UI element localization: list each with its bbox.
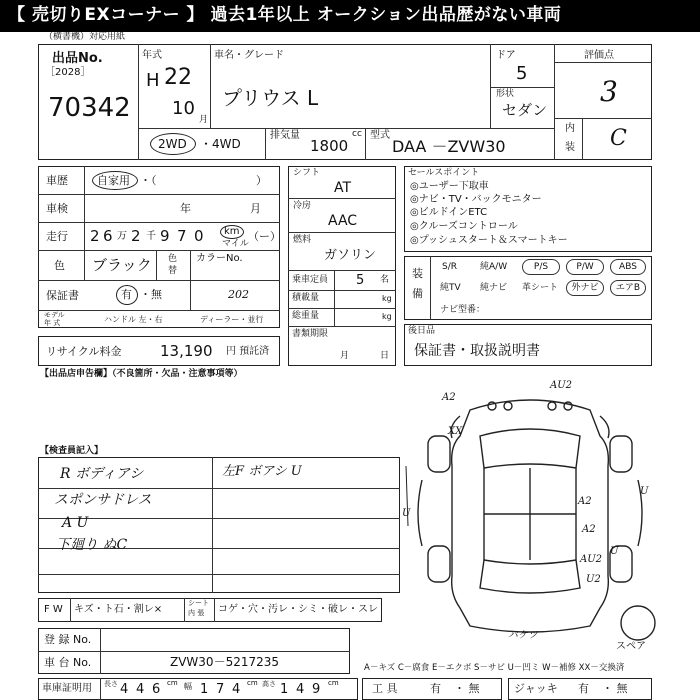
equip-leather: 革シート bbox=[522, 283, 559, 293]
damage-legend: A－キズ C－腐食 E－エクボ S－サビ U－凹ミ W－補修 XX－交換済 bbox=[364, 663, 625, 673]
sales-point-3: ◎ビルドインETC bbox=[410, 207, 488, 218]
shape-label: 形状 bbox=[496, 89, 515, 99]
interior-label-2: 装 bbox=[565, 142, 575, 153]
warranty-label: 保証書 bbox=[46, 289, 79, 302]
height-label: 高さ bbox=[262, 680, 276, 688]
ac-value: AAC bbox=[328, 213, 358, 229]
tools-yes: 有 bbox=[430, 682, 441, 695]
length-d1: 4 bbox=[136, 682, 145, 697]
mileage-paren: （ー） bbox=[248, 230, 281, 243]
record-month: 月 bbox=[340, 351, 350, 361]
warranty-yes: 有 bbox=[121, 288, 132, 301]
form-note: （横書機）対応用紙 bbox=[44, 32, 126, 42]
mileage-sen: 千 bbox=[146, 231, 156, 242]
width-d1: 7 bbox=[216, 682, 225, 697]
length-label: 長さ bbox=[104, 680, 118, 688]
recycle-value: 13,190 bbox=[160, 342, 213, 360]
sales-point-5: ◎プッシュスタート＆スマートキー bbox=[410, 235, 568, 246]
mark-rear-right: U2 bbox=[586, 574, 601, 585]
doors-value: 5 bbox=[516, 63, 528, 84]
mileage-d3: 2 bbox=[131, 227, 141, 245]
lot-label: 出品No. bbox=[52, 51, 103, 66]
reg-no-label: 登 録 No. bbox=[44, 633, 92, 646]
capacity-label: 乗車定員 bbox=[292, 275, 329, 285]
width-d2: 4 bbox=[232, 682, 241, 697]
capacity-unit: 名 bbox=[380, 275, 390, 285]
chassis-label: 車 台 No. bbox=[44, 656, 92, 669]
reg-rest: ・（ bbox=[140, 174, 157, 187]
seat-text: コゲ・穴・汚レ・シミ・破レ・スレ bbox=[218, 604, 378, 615]
record-label: 書類期限 bbox=[292, 329, 329, 339]
interior-label-1: 内 bbox=[565, 123, 575, 134]
fuel-value: ガソリン bbox=[324, 248, 377, 263]
fuel-label: 燃料 bbox=[293, 235, 312, 245]
chassis-value: ZVW30－5217235 bbox=[170, 655, 280, 669]
shape-value: セダン bbox=[502, 101, 548, 119]
inspector-label: 【検査員記入】 bbox=[40, 446, 104, 456]
width-label: 幅 bbox=[184, 682, 192, 691]
drive-2wd: 2WD bbox=[158, 137, 187, 151]
inspector-line-1: R ボディアシ bbox=[60, 466, 144, 482]
cc-unit: cc bbox=[352, 129, 362, 139]
height-d1: 4 bbox=[296, 682, 305, 697]
color-no-label: カラーNo. bbox=[196, 253, 243, 264]
mark-right-door-2: A2 bbox=[582, 524, 596, 535]
ac-label: 冷房 bbox=[293, 201, 312, 211]
inspector-right-note: 左F ボアシ U bbox=[222, 464, 302, 479]
color-no-value: 202 bbox=[228, 288, 249, 301]
fw-label: F W bbox=[44, 604, 63, 615]
recycle-label: リサイクル料金 bbox=[46, 345, 122, 358]
equipment-label-1: 装 bbox=[412, 267, 423, 280]
month-unit: 月 bbox=[199, 115, 209, 125]
equip-ext-navi: 外ナビ bbox=[566, 280, 604, 296]
mileage-d5: 9 bbox=[160, 227, 170, 245]
jack-no: ・ 無 bbox=[602, 682, 628, 695]
shift-value: AT bbox=[334, 180, 352, 196]
type-value: DAA －ZVW30 bbox=[392, 137, 506, 156]
model-type-label-2: 年 式 bbox=[44, 319, 61, 327]
banner-text: 【 売切りEXコーナー 】 過去1年以上 オークション出品歴がない車両 bbox=[8, 5, 562, 25]
mileage-d0: 2 bbox=[90, 227, 100, 245]
model-value: プリウス L bbox=[222, 86, 319, 110]
mark-front-left: A2 bbox=[442, 392, 456, 403]
height-cm: cm bbox=[328, 679, 339, 687]
record-day: 日 bbox=[380, 351, 390, 361]
month-value: 10 bbox=[172, 98, 195, 119]
year-label: 年式 bbox=[142, 50, 162, 61]
reg-value: 自家用 bbox=[97, 174, 130, 187]
tools-no: ・ 無 bbox=[454, 682, 480, 695]
mileage-km: km bbox=[224, 226, 240, 237]
jack-label: ジャッキ bbox=[514, 682, 558, 695]
year-value: 22 bbox=[164, 65, 192, 90]
car-damage-diagram bbox=[400, 376, 660, 646]
color-label: 色 bbox=[54, 259, 65, 272]
mark-right-quarter: U bbox=[610, 546, 619, 557]
inspection-year: 年 bbox=[180, 202, 191, 215]
displacement-value: 1800 bbox=[310, 137, 349, 155]
color-value: ブラック bbox=[92, 256, 152, 274]
sales-point-4: ◎クルーズコントロール bbox=[410, 221, 518, 232]
era: H bbox=[146, 70, 160, 91]
length-cm: cm bbox=[167, 679, 178, 687]
reg-close: ） bbox=[256, 174, 267, 187]
later-items-value: 保証書・取扱説明書 bbox=[414, 343, 540, 359]
length-d0: 4 bbox=[120, 682, 129, 697]
reg-label: 車歴 bbox=[46, 174, 68, 187]
equip-airbag: エアB bbox=[610, 280, 646, 296]
color-change-1: 色 bbox=[168, 254, 178, 264]
weight-label: 総重量 bbox=[292, 311, 320, 321]
mileage-d1: 6 bbox=[103, 227, 113, 245]
mileage-d7: 0 bbox=[194, 227, 204, 245]
seat-label-2: 内 張 bbox=[188, 609, 205, 617]
mark-right-rear: AU2 bbox=[580, 554, 603, 565]
displacement-label: 排気量 bbox=[270, 130, 300, 141]
later-items-label: 後日品 bbox=[408, 326, 436, 336]
declaration-label: 【出品店申告欄】（不良箇所・欠品・注意事項等） bbox=[40, 369, 243, 379]
equip-tv: 純TV bbox=[440, 283, 461, 293]
width-cm: cm bbox=[247, 679, 258, 687]
inspector-line-2: スポンサドレス bbox=[54, 492, 152, 508]
handle-text: ハンドル 左・右 bbox=[104, 315, 163, 324]
equip-alloy: 純A/W bbox=[480, 262, 508, 272]
interior-value: C bbox=[610, 126, 627, 151]
equip-navi: 純ナビ bbox=[480, 283, 508, 293]
jack-yes: 有 bbox=[578, 682, 589, 695]
mileage-label: 走行 bbox=[46, 230, 68, 243]
weight-unit: kg bbox=[382, 312, 392, 321]
mark-front-right: AU2 bbox=[550, 380, 573, 391]
equip-abs: ABS bbox=[610, 259, 646, 275]
equip-ps: P/S bbox=[522, 259, 560, 275]
height-d2: 9 bbox=[312, 682, 321, 697]
model-label: 車名・グレード bbox=[214, 50, 284, 61]
fw-text: キズ・ト石・割レ× bbox=[74, 604, 163, 615]
equip-pw: P/W bbox=[566, 259, 604, 275]
mileage-man: 万 bbox=[117, 231, 127, 242]
equip-sr: S/R bbox=[442, 262, 457, 272]
inspection-month: 月 bbox=[250, 202, 261, 215]
inspector-line-4: 下廻り ぬC bbox=[56, 537, 128, 553]
door-label: ドア bbox=[496, 50, 516, 61]
mark-left-side: U bbox=[402, 508, 411, 519]
sales-points-label: セールスポイント bbox=[408, 168, 480, 178]
type-label: 型式 bbox=[370, 130, 390, 141]
warranty-rest: ・無 bbox=[140, 288, 162, 301]
banner bbox=[0, 0, 700, 32]
navi-model-label: ナビ型番： bbox=[440, 305, 486, 315]
score-label: 評価点 bbox=[584, 50, 614, 61]
mark-left-fender: XX bbox=[448, 426, 463, 437]
recycle-unit: 円 預託済 bbox=[226, 346, 270, 357]
tools-label: 工 具 bbox=[372, 682, 398, 695]
model-type-label-1: モデル bbox=[44, 311, 65, 319]
spare-label: スペア bbox=[616, 641, 646, 652]
equipment-label-2: 備 bbox=[412, 287, 423, 300]
lot-number: 70342 bbox=[48, 93, 131, 123]
width-d0: 1 bbox=[200, 682, 209, 697]
dealer-text: ディーラー・並行 bbox=[200, 315, 264, 324]
mileage-mile: マイル bbox=[222, 239, 249, 249]
mark-right-door-1: A2 bbox=[578, 496, 592, 507]
load-unit: kg bbox=[382, 294, 392, 303]
capacity-value: 5 bbox=[356, 273, 365, 288]
shift-label: シフト bbox=[293, 168, 321, 178]
seat-label-1: シート bbox=[188, 599, 209, 607]
mark-rear-bumper: バケツ bbox=[508, 630, 538, 641]
score-value: 3 bbox=[600, 75, 618, 108]
lot-small: ［2028］ bbox=[45, 67, 91, 78]
drive-4wd: ・4WD bbox=[200, 137, 241, 151]
inspector-line-3: A U bbox=[62, 515, 89, 531]
load-label: 積載量 bbox=[292, 293, 320, 303]
sales-point-2: ◎ナビ・TV・バックモニター bbox=[410, 194, 542, 205]
mark-right-pillar: U bbox=[640, 486, 649, 497]
color-change-2: 替 bbox=[168, 266, 178, 276]
sales-point-1: ◎ユーザー下取車 bbox=[410, 181, 489, 192]
inspection-label: 車検 bbox=[46, 202, 68, 215]
length-d2: 6 bbox=[152, 682, 161, 697]
mileage-d6: 7 bbox=[177, 227, 187, 245]
height-d0: 1 bbox=[280, 682, 289, 697]
size-label: 車庫証明用 bbox=[42, 683, 92, 694]
